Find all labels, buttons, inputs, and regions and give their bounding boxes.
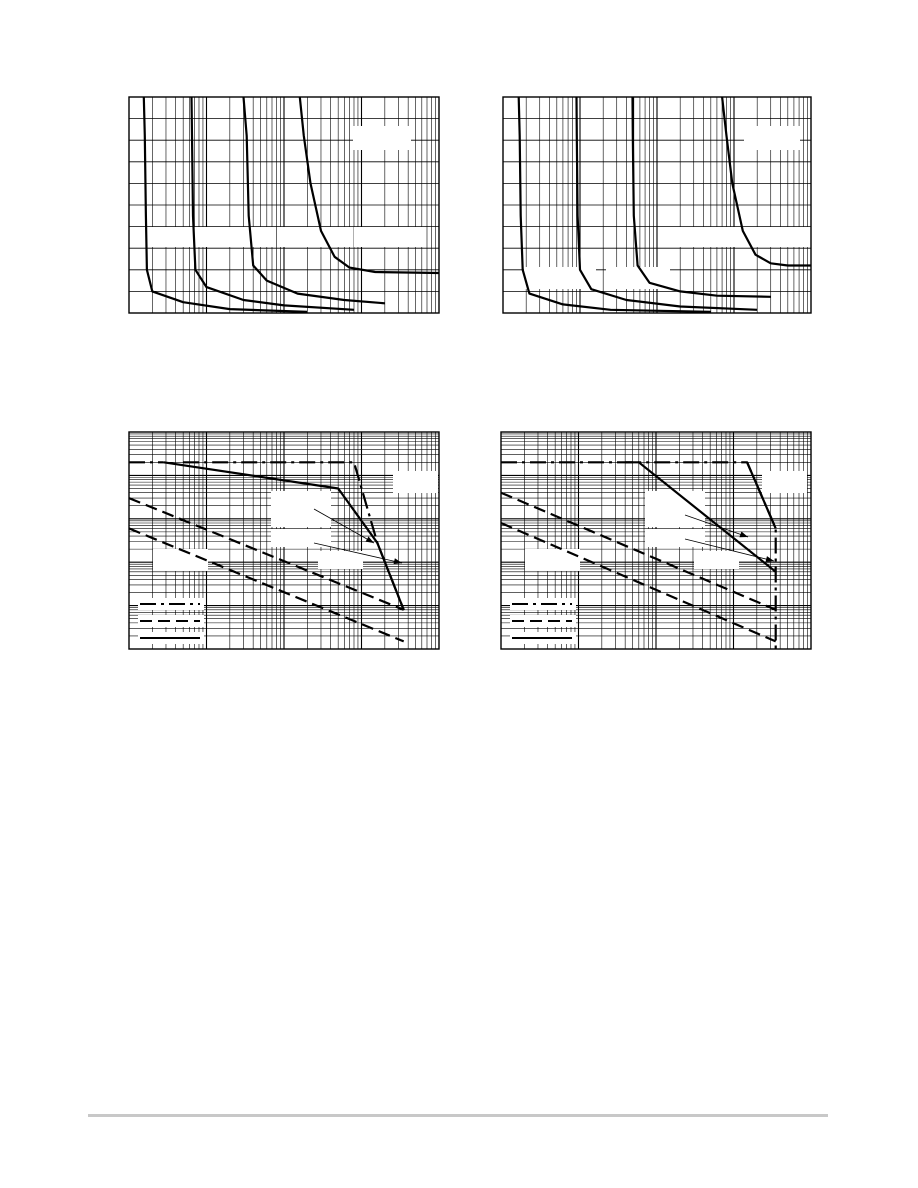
annotation-box [353,126,411,150]
annotation-box [354,227,424,247]
annotation-box [318,551,363,569]
annotation-box [153,549,208,571]
annotation-box [694,551,739,569]
chart-3 [128,431,440,650]
annotation-box [744,126,800,150]
annotation-box [150,227,220,247]
footer-rule [88,1114,828,1117]
annotation-box [645,529,705,547]
annotation-box [748,227,808,247]
annotation-box [762,471,807,493]
chart-4 [500,431,812,650]
annotation-box [220,227,276,247]
chart-2 [502,96,812,314]
annotation-box [271,491,331,527]
annotation-box [672,227,744,247]
chart-1 [128,96,440,314]
annotation-box [280,227,350,247]
annotation-box [271,529,331,547]
annotation-box [393,471,438,493]
